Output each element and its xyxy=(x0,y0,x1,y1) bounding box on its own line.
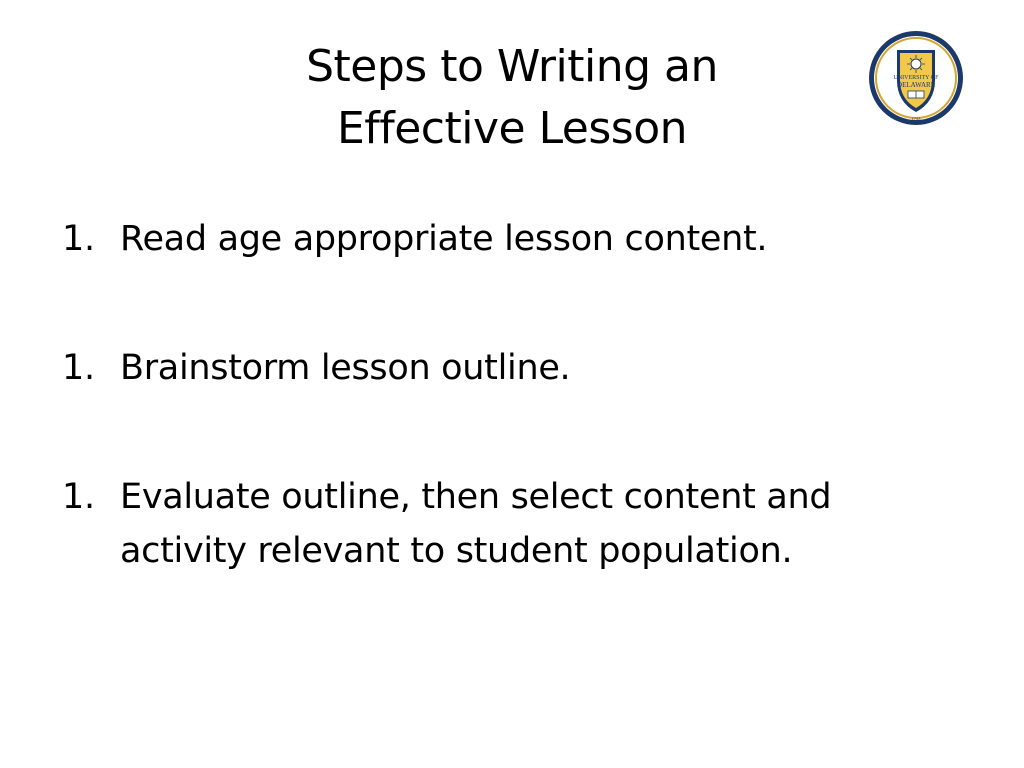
svg-text:1743: 1743 xyxy=(911,116,921,121)
university-of-delaware-seal-icon xyxy=(868,30,964,126)
list-item xyxy=(62,212,962,266)
list-item-text xyxy=(120,470,962,578)
svg-text:UNIVERSITY OF: UNIVERSITY OF xyxy=(893,75,939,81)
list-item xyxy=(62,470,962,578)
list-item-text xyxy=(120,341,962,395)
list-item-line: activity relevant to student population. xyxy=(120,531,793,571)
slide-title xyxy=(150,36,874,160)
list-item-line: Brainstorm lesson outline. xyxy=(120,348,571,388)
list-item-text xyxy=(120,212,962,266)
list-number: 1. xyxy=(62,477,95,517)
slide-title-line-2: Effective Lesson xyxy=(336,103,688,154)
steps-list xyxy=(62,212,962,578)
slide-title-line-1: Steps to Writing an xyxy=(306,41,718,92)
list-item-line: Read age appropriate lesson content. xyxy=(120,219,768,259)
list-number: 1. xyxy=(62,348,95,388)
svg-text:DELAWARE: DELAWARE xyxy=(897,81,935,89)
list-number: 1. xyxy=(62,219,95,259)
list-item xyxy=(62,341,962,395)
list-item-line: Evaluate outline, then select content and xyxy=(120,477,832,517)
